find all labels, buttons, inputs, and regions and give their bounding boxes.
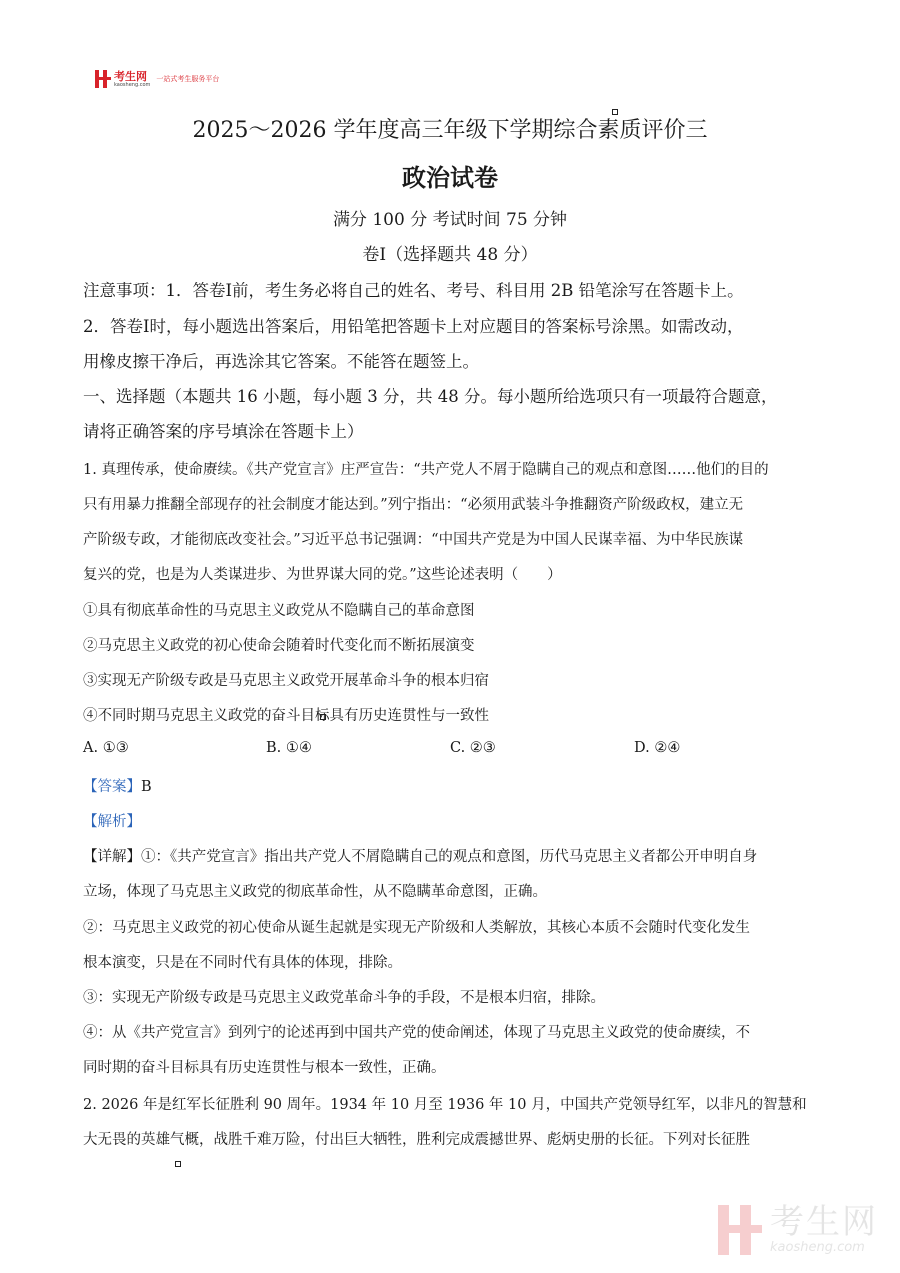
question-stem: 2. 2026 年是红军长征胜利 90 周年。1934 年 10 月至 1936 年 10 月，中国共产党领导红军，以非凡的智慧和 <box>83 1097 807 1113</box>
exam-title: 2025～2026 学年度高三年级下学期综合素质评价三 <box>192 118 708 143</box>
answer-line <box>83 775 152 796</box>
watermark <box>718 1204 878 1255</box>
logo-slogan: 一站式考生服务平台 <box>156 75 220 83</box>
watermark-domain: kaosheng.com <box>770 1240 865 1255</box>
answer-tag: 【答案】 <box>83 779 141 795</box>
detail-line: 根本演变，只是在不同时代有具体的体现，排除。 <box>83 955 402 971</box>
detail-line: 同时期的奋斗目标具有历史连贯性与根本一致性，正确。 <box>83 1060 446 1076</box>
part-heading: 请将正确答案的序号填涂在答题卡上） <box>83 422 364 441</box>
detail-line: ②：马克思主义政党的初心使命从诞生起就是实现无产阶级和人类解放，其核心本质不会随时代变化发生 <box>83 920 750 936</box>
section-heading: 卷Ⅰ（选择题共 48 分） <box>362 245 538 265</box>
instruction-line: 2．答卷Ⅰ时，每小题选出答案后，用铅笔把答题卡上对应题目的答案标号涂黑。如需改动， <box>83 317 744 336</box>
detail-line: ③：实现无产阶级专政是马克思主义政党革命斗争的手段，不是根本归宿，排除。 <box>83 990 605 1006</box>
question-stem: 只有用暴力推翻全部现存的社会制度才能达到。”列宁指出：“必须用武装斗争推翻资产阶级政权，建立无 <box>83 497 744 513</box>
site-logo <box>95 70 219 88</box>
answer-value: B <box>141 779 152 795</box>
question-stem: 产阶级专政，才能彻底改变社会。”习近平总书记强调：“中国共产党是为中国人民谋幸福、为中华民族谋 <box>83 532 744 548</box>
detail-line: 立场，体现了马克思主义政党的彻底革命性，从不隐瞒革命意图，正确。 <box>83 884 547 900</box>
kaosheng-logo-icon <box>95 70 111 88</box>
part-heading: 一、选择题（本题共 16 小题，每小题 3 分，共 48 分。每小题所给选项只有一项最符合题意， <box>83 387 778 406</box>
detail-line: 【详解】①：《共产党宣言》指出共产党人不屑隐瞒自己的观点和意图，历代马克思主义者都公开申明自身 <box>83 849 758 865</box>
statement-item: ②马克思主义政党的初心使命会随着时代变化而不断拓展演变 <box>83 638 475 654</box>
instruction-line: 用橡皮擦干净后，再选涂其它答案。不能答在题签上。 <box>83 352 479 371</box>
logo-name: 考生网 <box>114 69 147 83</box>
kaosheng-watermark-icon <box>718 1205 762 1255</box>
watermark-name: 考生网 <box>770 1202 878 1242</box>
option-c: C. ②③ <box>450 740 496 756</box>
statement-item: ①具有彻底革命性的马克思主义政党从不隐瞒自己的革命意图 <box>83 603 475 619</box>
marker-icon <box>175 1161 181 1167</box>
option-b: B. ①④ <box>266 740 312 756</box>
exam-subject: 政治试卷 <box>402 163 498 192</box>
question-stem: 复兴的党，也是为人类谋进步、为世界谋大同的党。”这些论述表明（ ） <box>83 567 562 583</box>
statement-item: ④不同时期马克思主义政党的奋斗目标具有历史连贯性与一致性 <box>83 708 489 724</box>
logo-domain: kaosheng.com <box>114 81 151 88</box>
detail-line: ④：从《共产党宣言》到列宁的论述再到中国共产党的使命阐述，体现了马克思主义政党的使命赓续，不 <box>83 1025 750 1041</box>
question-stem: 1. 真理传承，使命赓续。《共产党宣言》庄严宣告：“共产党人不屑于隐瞒自己的观点和意图……他们的目的 <box>83 462 769 478</box>
instruction-line: 注意事项：1．答卷Ⅰ前，考生务必将自己的姓名、考号、科目用 2B 铅笔涂写在答题卡上。 <box>83 281 744 300</box>
option-d: D. ②④ <box>634 740 681 756</box>
exam-meta: 满分 100 分 考试时间 75 分钟 <box>332 210 568 230</box>
option-a: A. ①③ <box>83 740 129 756</box>
question-stem: 大无畏的英雄气概，战胜千难万险，付出巨大牺牲，胜利完成震撼世界、彪炳史册的长征。下列对长征胜 <box>83 1132 750 1148</box>
analysis-tag: 【解析】 <box>83 814 141 830</box>
statement-item: ③实现无产阶级专政是马克思主义政党开展革命斗争的根本归宿 <box>83 673 489 689</box>
